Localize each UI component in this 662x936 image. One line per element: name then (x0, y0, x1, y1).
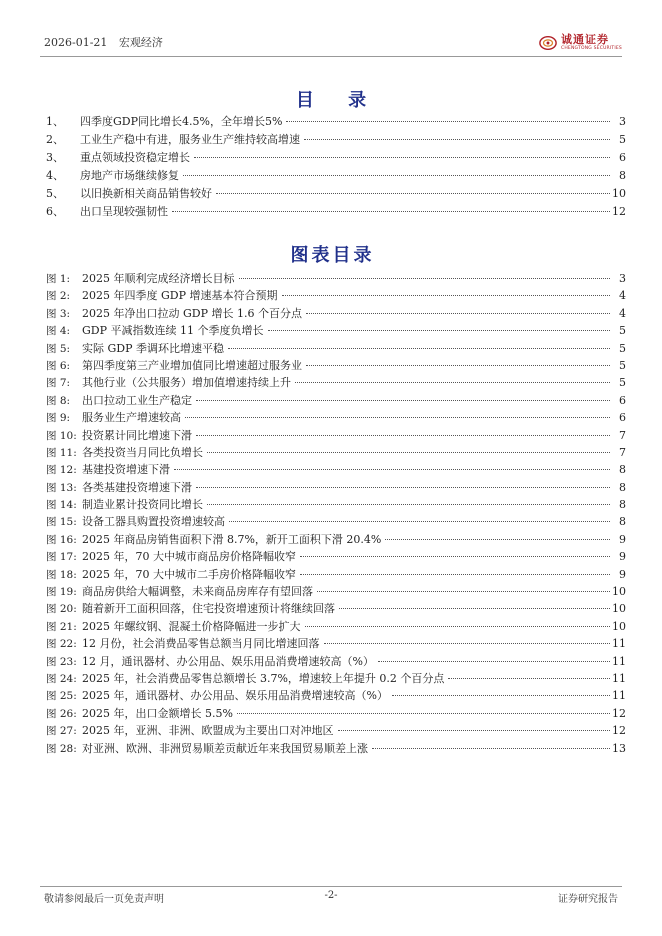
figure-item-label[interactable]: 2025 年，出口金额增长 5.5% (82, 706, 233, 720)
toc-item-number: 6、 (46, 205, 64, 219)
figure-item-number: 图 17: (46, 551, 77, 564)
figure-item-label[interactable]: 第四季度第三产业增加值同比增速超过服务业 (82, 358, 302, 372)
figure-item-page[interactable]: 9 (619, 532, 626, 546)
figure-item[interactable] (46, 392, 626, 409)
toc-item-page[interactable]: 8 (619, 169, 626, 183)
figure-item-page[interactable]: 8 (619, 463, 626, 477)
figure-item-number: 图 11: (46, 446, 77, 459)
dot-leader (372, 748, 610, 749)
page-number: -2- (324, 890, 338, 901)
figure-item-number: 图 23: (46, 655, 77, 668)
figure-item-page[interactable]: 12 (612, 724, 626, 738)
toc-item-page[interactable]: 6 (619, 151, 626, 165)
figure-item-number: 图 22: (46, 638, 77, 651)
figure-item[interactable] (46, 287, 626, 304)
toc-item-page[interactable]: 5 (619, 133, 626, 147)
dot-leader (295, 382, 610, 383)
report-category: 宏观经济 (118, 36, 163, 49)
figure-item-page[interactable]: 10 (612, 619, 626, 633)
figure-item-page[interactable]: 8 (619, 498, 626, 512)
figure-item-number: 图 24: (46, 672, 77, 685)
dot-leader (305, 626, 611, 627)
figure-item-page[interactable]: 4 (619, 306, 626, 320)
figures-title: 图表目录 (290, 245, 375, 266)
page-footer (40, 890, 622, 906)
figure-item[interactable] (46, 687, 626, 704)
figure-item-page[interactable]: 6 (619, 393, 626, 407)
figure-item-page[interactable]: 4 (619, 289, 626, 303)
company-logo (539, 34, 622, 52)
figure-item-number: 图 5: (46, 342, 71, 355)
dot-leader (194, 157, 610, 158)
figure-item-label[interactable]: 2025 年四季度 GDP 增速基本符合预期 (82, 289, 278, 303)
dot-leader (268, 330, 611, 331)
figure-item-page[interactable]: 5 (619, 358, 626, 372)
figure-item[interactable] (46, 722, 626, 739)
figure-item-page[interactable]: 7 (619, 445, 626, 459)
figure-item-page[interactable]: 9 (619, 567, 626, 581)
figure-item-label[interactable]: 商品房供给大幅调整，未来商品房库存有望回落 (82, 585, 313, 599)
figure-item-label[interactable]: 基建投资增速下滑 (82, 463, 170, 477)
figure-item[interactable] (46, 566, 626, 583)
toc-item-page[interactable]: 3 (619, 115, 626, 128)
figure-item[interactable] (46, 548, 626, 565)
figure-item-page[interactable]: 5 (619, 341, 626, 355)
figure-item[interactable] (46, 531, 626, 548)
figure-item[interactable] (46, 479, 626, 496)
toc-item-label[interactable]: 工业生产稳中有进，服务业生产维持较高增速 (80, 133, 300, 147)
figure-item-number: 图 1: (46, 273, 71, 285)
figure-item-label[interactable]: 2025 年，70 大中城市二手房价格降幅收窄 (82, 567, 296, 581)
figure-item[interactable] (46, 740, 626, 757)
figure-item-page[interactable]: 8 (619, 480, 626, 494)
dot-leader (304, 139, 610, 140)
figure-item-number: 图 13: (46, 481, 77, 494)
figure-item-page[interactable]: 3 (619, 272, 626, 285)
figure-item-number: 图 18: (46, 568, 77, 581)
figure-item-number: 图 19: (46, 586, 77, 599)
dot-leader (237, 713, 610, 714)
figure-item[interactable] (46, 653, 626, 670)
dot-leader (172, 211, 610, 212)
toc-item-number: 2、 (46, 133, 64, 147)
figure-item-number: 图 15: (46, 516, 77, 529)
figure-item-page[interactable]: 10 (612, 585, 626, 599)
figure-item-page[interactable]: 12 (612, 706, 626, 720)
dot-leader (378, 661, 610, 662)
figure-item-page[interactable]: 7 (619, 428, 626, 442)
figure-item[interactable] (46, 670, 626, 687)
figure-item[interactable] (46, 635, 626, 652)
figure-item-label[interactable]: 各类投资当月同比负增长 (82, 445, 203, 459)
figure-item-label[interactable]: 2025 年，亚洲、非洲、欧盟成为主要出口对冲地区 (82, 724, 334, 738)
figure-item-page[interactable]: 11 (612, 689, 626, 703)
figure-item-number: 图 12: (46, 464, 77, 477)
figure-item-page[interactable]: 13 (612, 741, 626, 755)
dot-leader (339, 608, 610, 609)
figure-item-page[interactable]: 6 (619, 411, 626, 425)
figure-item-number: 图 3: (46, 307, 71, 320)
figure-item-number: 图 21: (46, 620, 77, 633)
dot-leader (306, 313, 610, 314)
logo-name-en: CHENGTONG SECURITIES (560, 46, 622, 52)
figure-item-page[interactable]: 9 (619, 550, 626, 564)
toc-item-number: 4、 (46, 169, 64, 183)
figure-item-number: 图 9: (46, 412, 71, 425)
toc-item-page[interactable]: 10 (612, 187, 626, 201)
logo-mark-icon (539, 34, 557, 52)
figure-item-page[interactable]: 11 (612, 671, 626, 685)
toc-item[interactable] (46, 167, 626, 185)
dot-leader (306, 365, 610, 366)
figure-item[interactable] (46, 583, 626, 600)
header-divider (40, 56, 622, 57)
toc-item-label[interactable]: 四季度GDP同比增长4.5%，全年增长5% (80, 115, 283, 128)
dot-leader (174, 469, 610, 470)
figure-item-label[interactable]: 2025 年商品房销售面积下滑 8.7%，新开工面积下滑 20.4% (82, 532, 382, 546)
figure-item-label[interactable]: 12 月份，社会消费品零售总额当月同比增速回落 (82, 637, 320, 651)
figures-list (46, 270, 626, 757)
figure-item-page[interactable]: 10 (612, 602, 626, 616)
toc-item-number: 5、 (46, 187, 64, 201)
figure-item[interactable] (46, 374, 626, 391)
figure-item-number: 图 8: (46, 394, 71, 407)
figure-item-number: 图 6: (46, 359, 71, 372)
toc-item-page[interactable]: 12 (612, 205, 626, 219)
figure-item-label[interactable]: 出口拉动工业生产稳定 (82, 393, 192, 407)
toc-item-label[interactable]: 重点领域投资稳定增长 (80, 151, 190, 165)
figure-item-label[interactable]: 随着新开工面积回落，住宅投资增速预计将继续回落 (82, 602, 335, 616)
figure-item-label[interactable]: 2025 年顺利完成经济增长目标 (82, 272, 235, 285)
dot-leader (196, 487, 610, 488)
figure-item-number: 图 7: (46, 377, 71, 390)
figure-item-label[interactable]: 2025 年，通讯器材、办公用品、娱乐用品消费增速较高（%） (82, 689, 388, 703)
figure-item-page[interactable]: 5 (619, 376, 626, 390)
figure-item-page[interactable]: 8 (619, 515, 626, 529)
figure-item[interactable] (46, 444, 626, 461)
toc-item-number: 1、 (46, 115, 64, 128)
toc-item-label[interactable]: 以旧换新相关商品销售较好 (80, 187, 212, 201)
figure-item-page[interactable]: 11 (612, 637, 626, 651)
figure-item-label[interactable]: 12 月，通讯器材、办公用品、娱乐用品消费增速较高（%） (82, 654, 374, 668)
disclaimer-note: 敬请参阅最后一页免责声明 (44, 894, 164, 905)
figure-item[interactable] (46, 600, 626, 617)
toc-item[interactable] (46, 203, 626, 221)
header-meta (44, 34, 171, 50)
dot-leader (196, 435, 610, 436)
toc-item[interactable] (46, 131, 626, 149)
dot-leader (300, 556, 610, 557)
dot-leader (228, 348, 610, 349)
dot-leader (392, 695, 610, 696)
figure-item-number: 图 28: (46, 742, 77, 755)
dot-leader (229, 521, 610, 522)
toc-item-label[interactable]: 房地产市场继续修复 (80, 169, 179, 183)
figure-item[interactable] (46, 496, 626, 513)
figure-item-label[interactable]: 各类基建投资增速下滑 (82, 480, 192, 494)
figure-item[interactable] (46, 461, 626, 478)
report-date: 2026-01-21 (44, 36, 108, 49)
figure-item[interactable] (46, 513, 626, 530)
figure-item[interactable] (46, 705, 626, 722)
toc-item-number: 3、 (46, 151, 64, 165)
toc-title: 目 录 (295, 90, 381, 111)
figure-item-label[interactable]: 服务业生产增速较高 (82, 411, 181, 425)
figure-item-page[interactable]: 11 (612, 654, 626, 668)
toc-list (46, 113, 626, 222)
figure-item-label[interactable]: 实际 GDP 季调环比增速平稳 (82, 341, 225, 355)
figure-item-number: 图 2: (46, 290, 71, 303)
figure-item[interactable] (46, 409, 626, 426)
figure-item-label[interactable]: 2025 年螺纹钢、混凝土价格降幅进一步扩大 (82, 619, 301, 633)
dot-leader (448, 678, 610, 679)
figure-item-number: 图 20: (46, 603, 77, 616)
footer-divider (40, 886, 622, 887)
toc-item[interactable] (46, 185, 626, 203)
figure-item-label[interactable]: 其他行业（公共服务）增加值增速持续上升 (82, 376, 291, 390)
figure-item-label[interactable]: 制造业累计投资同比增长 (82, 498, 203, 512)
dot-leader (338, 730, 611, 731)
figure-item-number: 图 14: (46, 499, 77, 512)
figure-item-number: 图 27: (46, 725, 77, 738)
figure-item-page[interactable]: 5 (619, 324, 626, 338)
toc-item-label[interactable]: 出口呈现较强韧性 (80, 205, 168, 219)
figure-item[interactable] (46, 305, 626, 322)
figure-item[interactable] (46, 340, 626, 357)
figure-item-label[interactable]: 对亚洲、欧洲、非洲贸易顺差贡献近年来我国贸易顺差上涨 (82, 741, 368, 755)
figure-item-number: 图 10: (46, 429, 77, 442)
toc-item[interactable] (46, 113, 626, 131)
dot-leader (207, 452, 610, 453)
dot-leader (207, 504, 610, 505)
figure-item-label[interactable]: GDP 平减指数连续 11 个季度负增长 (82, 324, 264, 338)
toc-item[interactable] (46, 149, 626, 167)
dot-leader (286, 121, 610, 122)
dot-leader (196, 400, 610, 401)
report-type: 证券研究报告 (558, 894, 618, 905)
figure-item-label[interactable]: 设备工器具购置投资增速较高 (82, 515, 225, 529)
figure-item-number: 图 16: (46, 533, 77, 546)
dot-leader (385, 539, 610, 540)
figure-item-label[interactable]: 2025 年，70 大中城市商品房价格降幅收窄 (82, 550, 296, 564)
figure-item-number: 图 4: (46, 325, 71, 338)
dot-leader (183, 175, 610, 176)
figure-item-number: 图 26: (46, 707, 77, 720)
figure-item[interactable] (46, 618, 626, 635)
figure-item[interactable] (46, 357, 626, 374)
figure-item-label[interactable]: 投资累计同比增速下滑 (82, 428, 192, 442)
dot-leader (185, 417, 610, 418)
figure-item[interactable] (46, 270, 626, 287)
dot-leader (216, 193, 610, 194)
dot-leader (239, 278, 611, 279)
dot-leader (282, 295, 611, 296)
figure-item[interactable] (46, 427, 626, 444)
logo-name-cn: 诚通证券 (560, 33, 609, 47)
page-header (40, 28, 622, 54)
dot-leader (300, 574, 610, 575)
dot-leader (324, 643, 611, 644)
figure-item[interactable] (46, 322, 626, 339)
dot-leader (317, 591, 610, 592)
figure-item-number: 图 25: (46, 690, 77, 703)
figure-item-label[interactable]: 2025 年，社会消费品零售总额增长 3.7%，增速较上年提升 0.2 个百分点 (82, 671, 445, 685)
figure-item-label[interactable]: 2025 年净出口拉动 GDP 增长 1.6 个百分点 (82, 306, 302, 320)
